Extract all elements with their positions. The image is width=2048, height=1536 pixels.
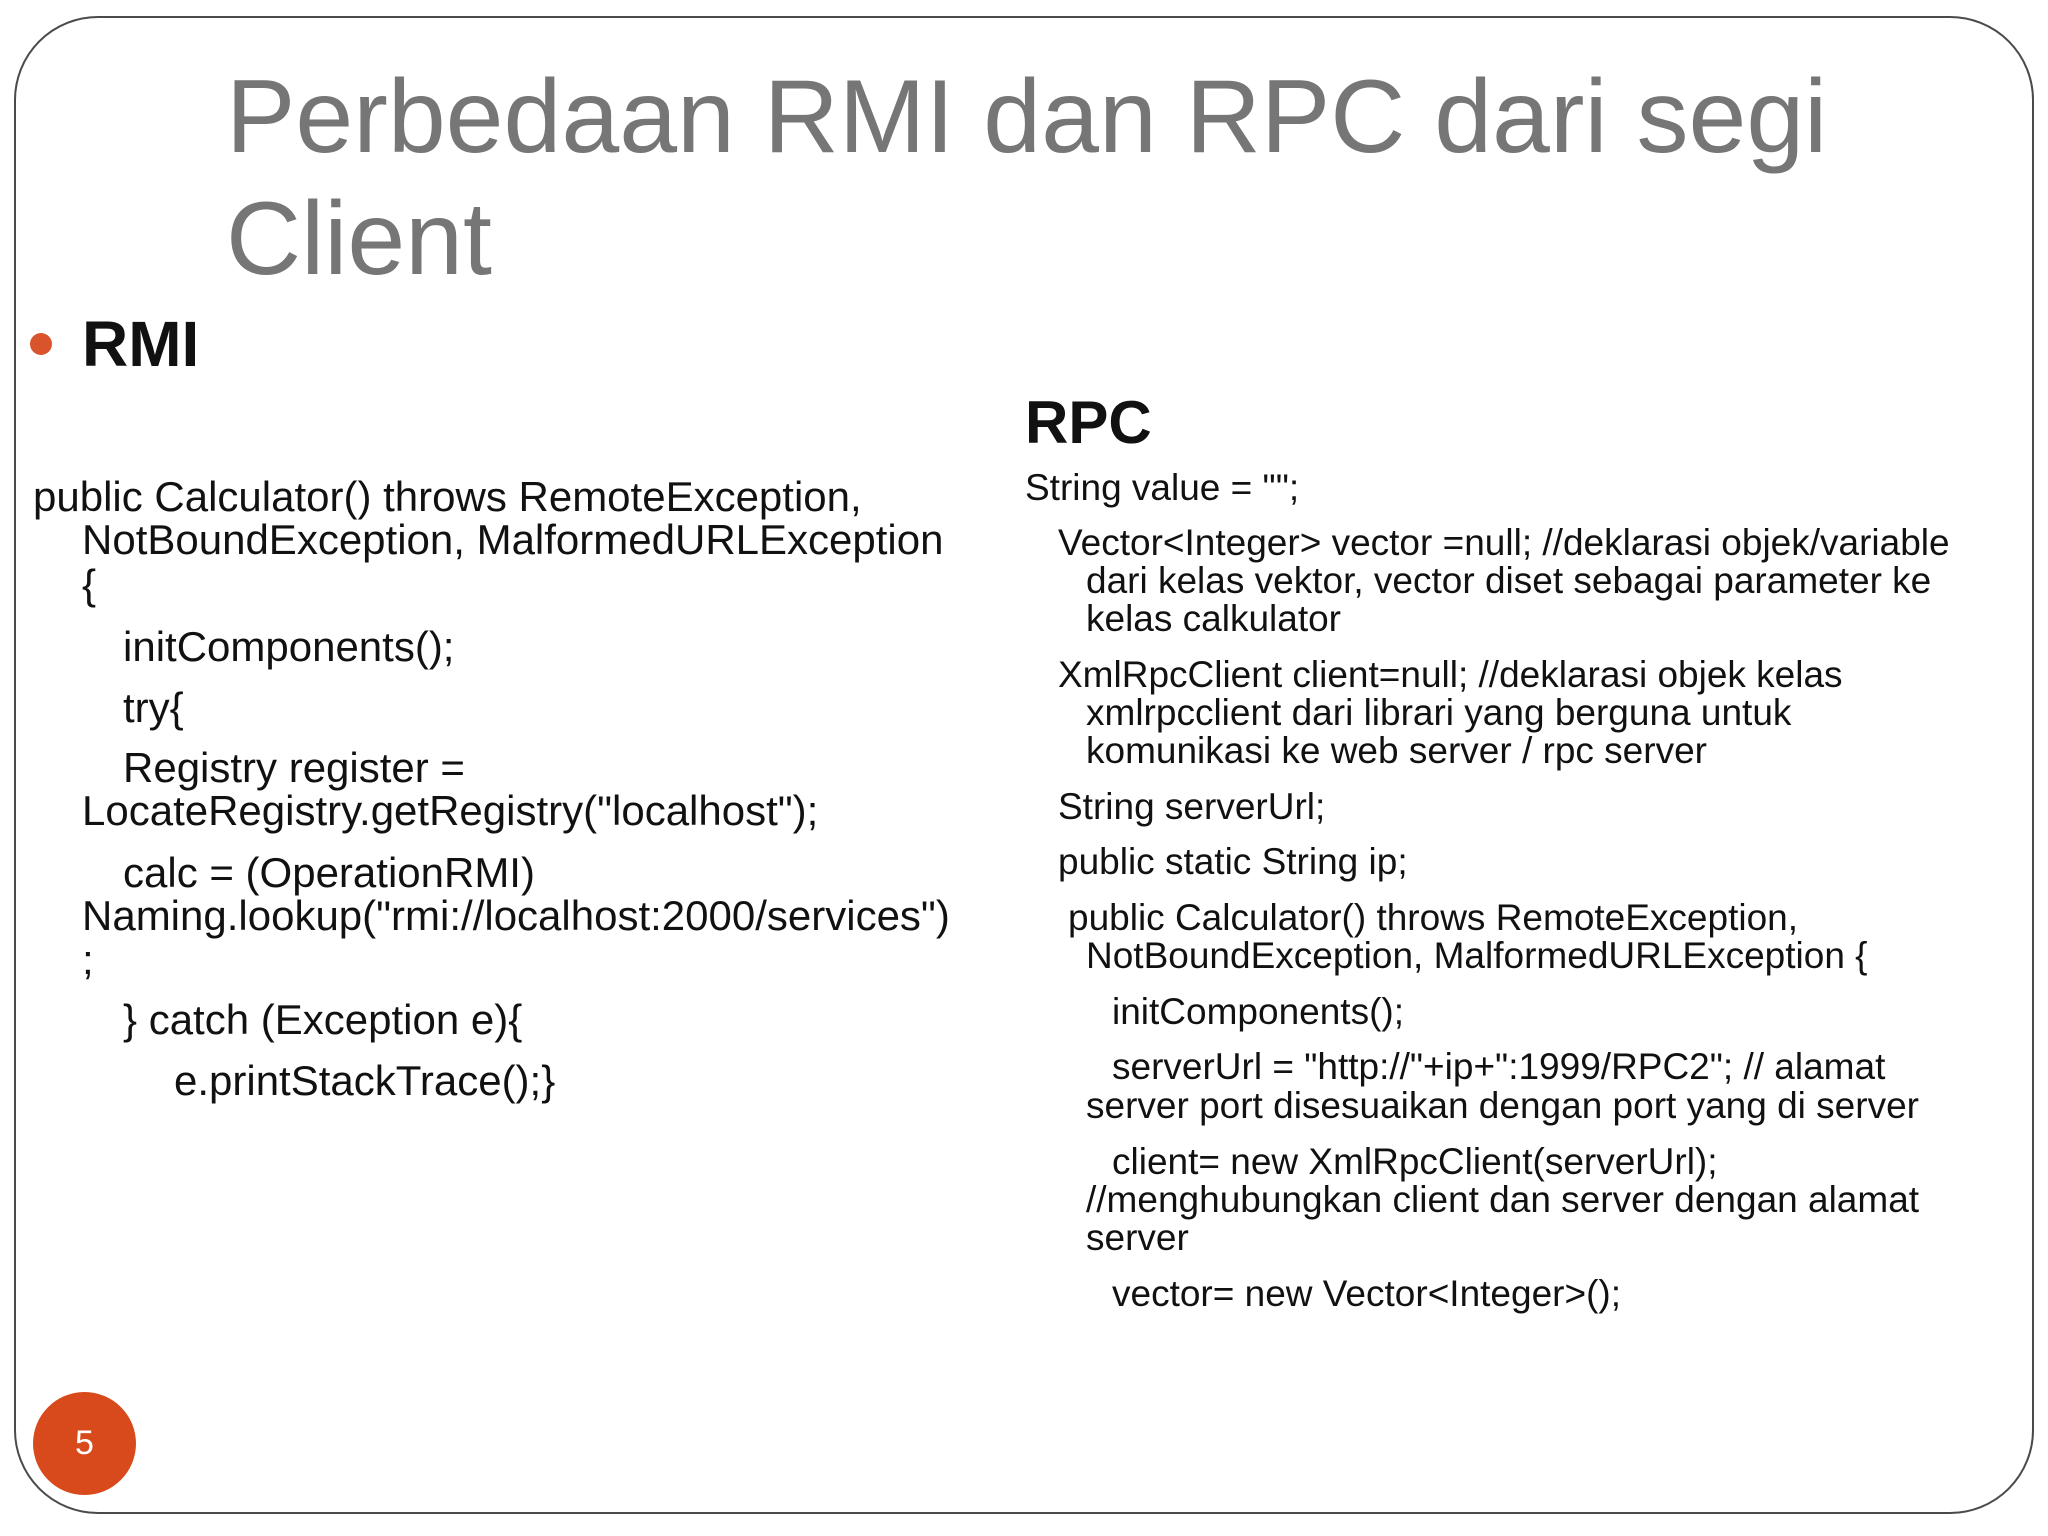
page-number-badge: 5	[33, 1392, 136, 1495]
rpc-code-line: NotBoundException, MalformedURLException {	[1086, 935, 1868, 976]
rpc-code-line: public Calculator() throws RemoteException,	[1068, 897, 1799, 938]
rpc-code-line: XmlRpcClient client=null; //deklarasi objek kelas	[1058, 654, 1843, 695]
rmi-heading: RMI	[82, 308, 200, 380]
rmi-code-line: e.printStackTrace();}	[174, 1057, 556, 1104]
rmi-code-line: initComponents();	[123, 623, 455, 670]
rmi-code-line: } catch (Exception e){	[123, 996, 523, 1043]
rpc-code-line: String value = "";	[1025, 467, 1300, 508]
rpc-code-line: public static String ip;	[1058, 841, 1408, 882]
rmi-code-line: {	[82, 561, 97, 608]
rpc-code-line: initComponents();	[1112, 991, 1405, 1032]
rpc-code-line: kelas calkulator	[1086, 598, 1342, 639]
rpc-code-line: server	[1086, 1217, 1189, 1258]
rpc-code-line: vector= new Vector<Integer>();	[1112, 1273, 1622, 1314]
rmi-code-line: Registry register =	[123, 744, 465, 791]
rmi-code-line: ;	[82, 936, 94, 983]
rmi-code-line: Naming.lookup("rmi://localhost:2000/services")	[82, 892, 950, 939]
rmi-code-line: try{	[123, 684, 184, 731]
rmi-code-line: public Calculator() throws RemoteException,	[33, 473, 862, 520]
rpc-code-line: komunikasi ke web server / rpc server	[1086, 730, 1707, 771]
rpc-code-line: String serverUrl;	[1058, 786, 1326, 827]
rmi-code-line: NotBoundException, MalformedURLException	[82, 516, 944, 563]
rpc-code-line: xmlrpcclient dari librari yang berguna untuk	[1086, 692, 1792, 733]
rpc-code-line: client= new XmlRpcClient(serverUrl);	[1112, 1141, 1718, 1182]
rpc-heading: RPC	[1025, 389, 1152, 456]
rmi-code-line: LocateRegistry.getRegistry("localhost");	[82, 787, 819, 834]
rpc-code-line: dari kelas vektor, vector diset sebagai parameter ke	[1086, 560, 1932, 601]
bullet-dot-icon	[30, 333, 52, 355]
rpc-code-line: serverUrl = "http://"+ip+":1999/RPC2"; // alamat	[1112, 1046, 1886, 1087]
slide-title: Perbedaan RMI dan RPC dari segi Client	[226, 59, 1828, 297]
rpc-code-line: server port disesuaikan dengan port yang di server	[1086, 1085, 1919, 1126]
rpc-code-line: Vector<Integer> vector =null; //deklarasi objek/variable	[1058, 522, 1950, 563]
rmi-code-line: calc = (OperationRMI)	[123, 849, 535, 896]
rpc-code-line: //menghubungkan client dan server dengan alamat	[1086, 1179, 1920, 1220]
